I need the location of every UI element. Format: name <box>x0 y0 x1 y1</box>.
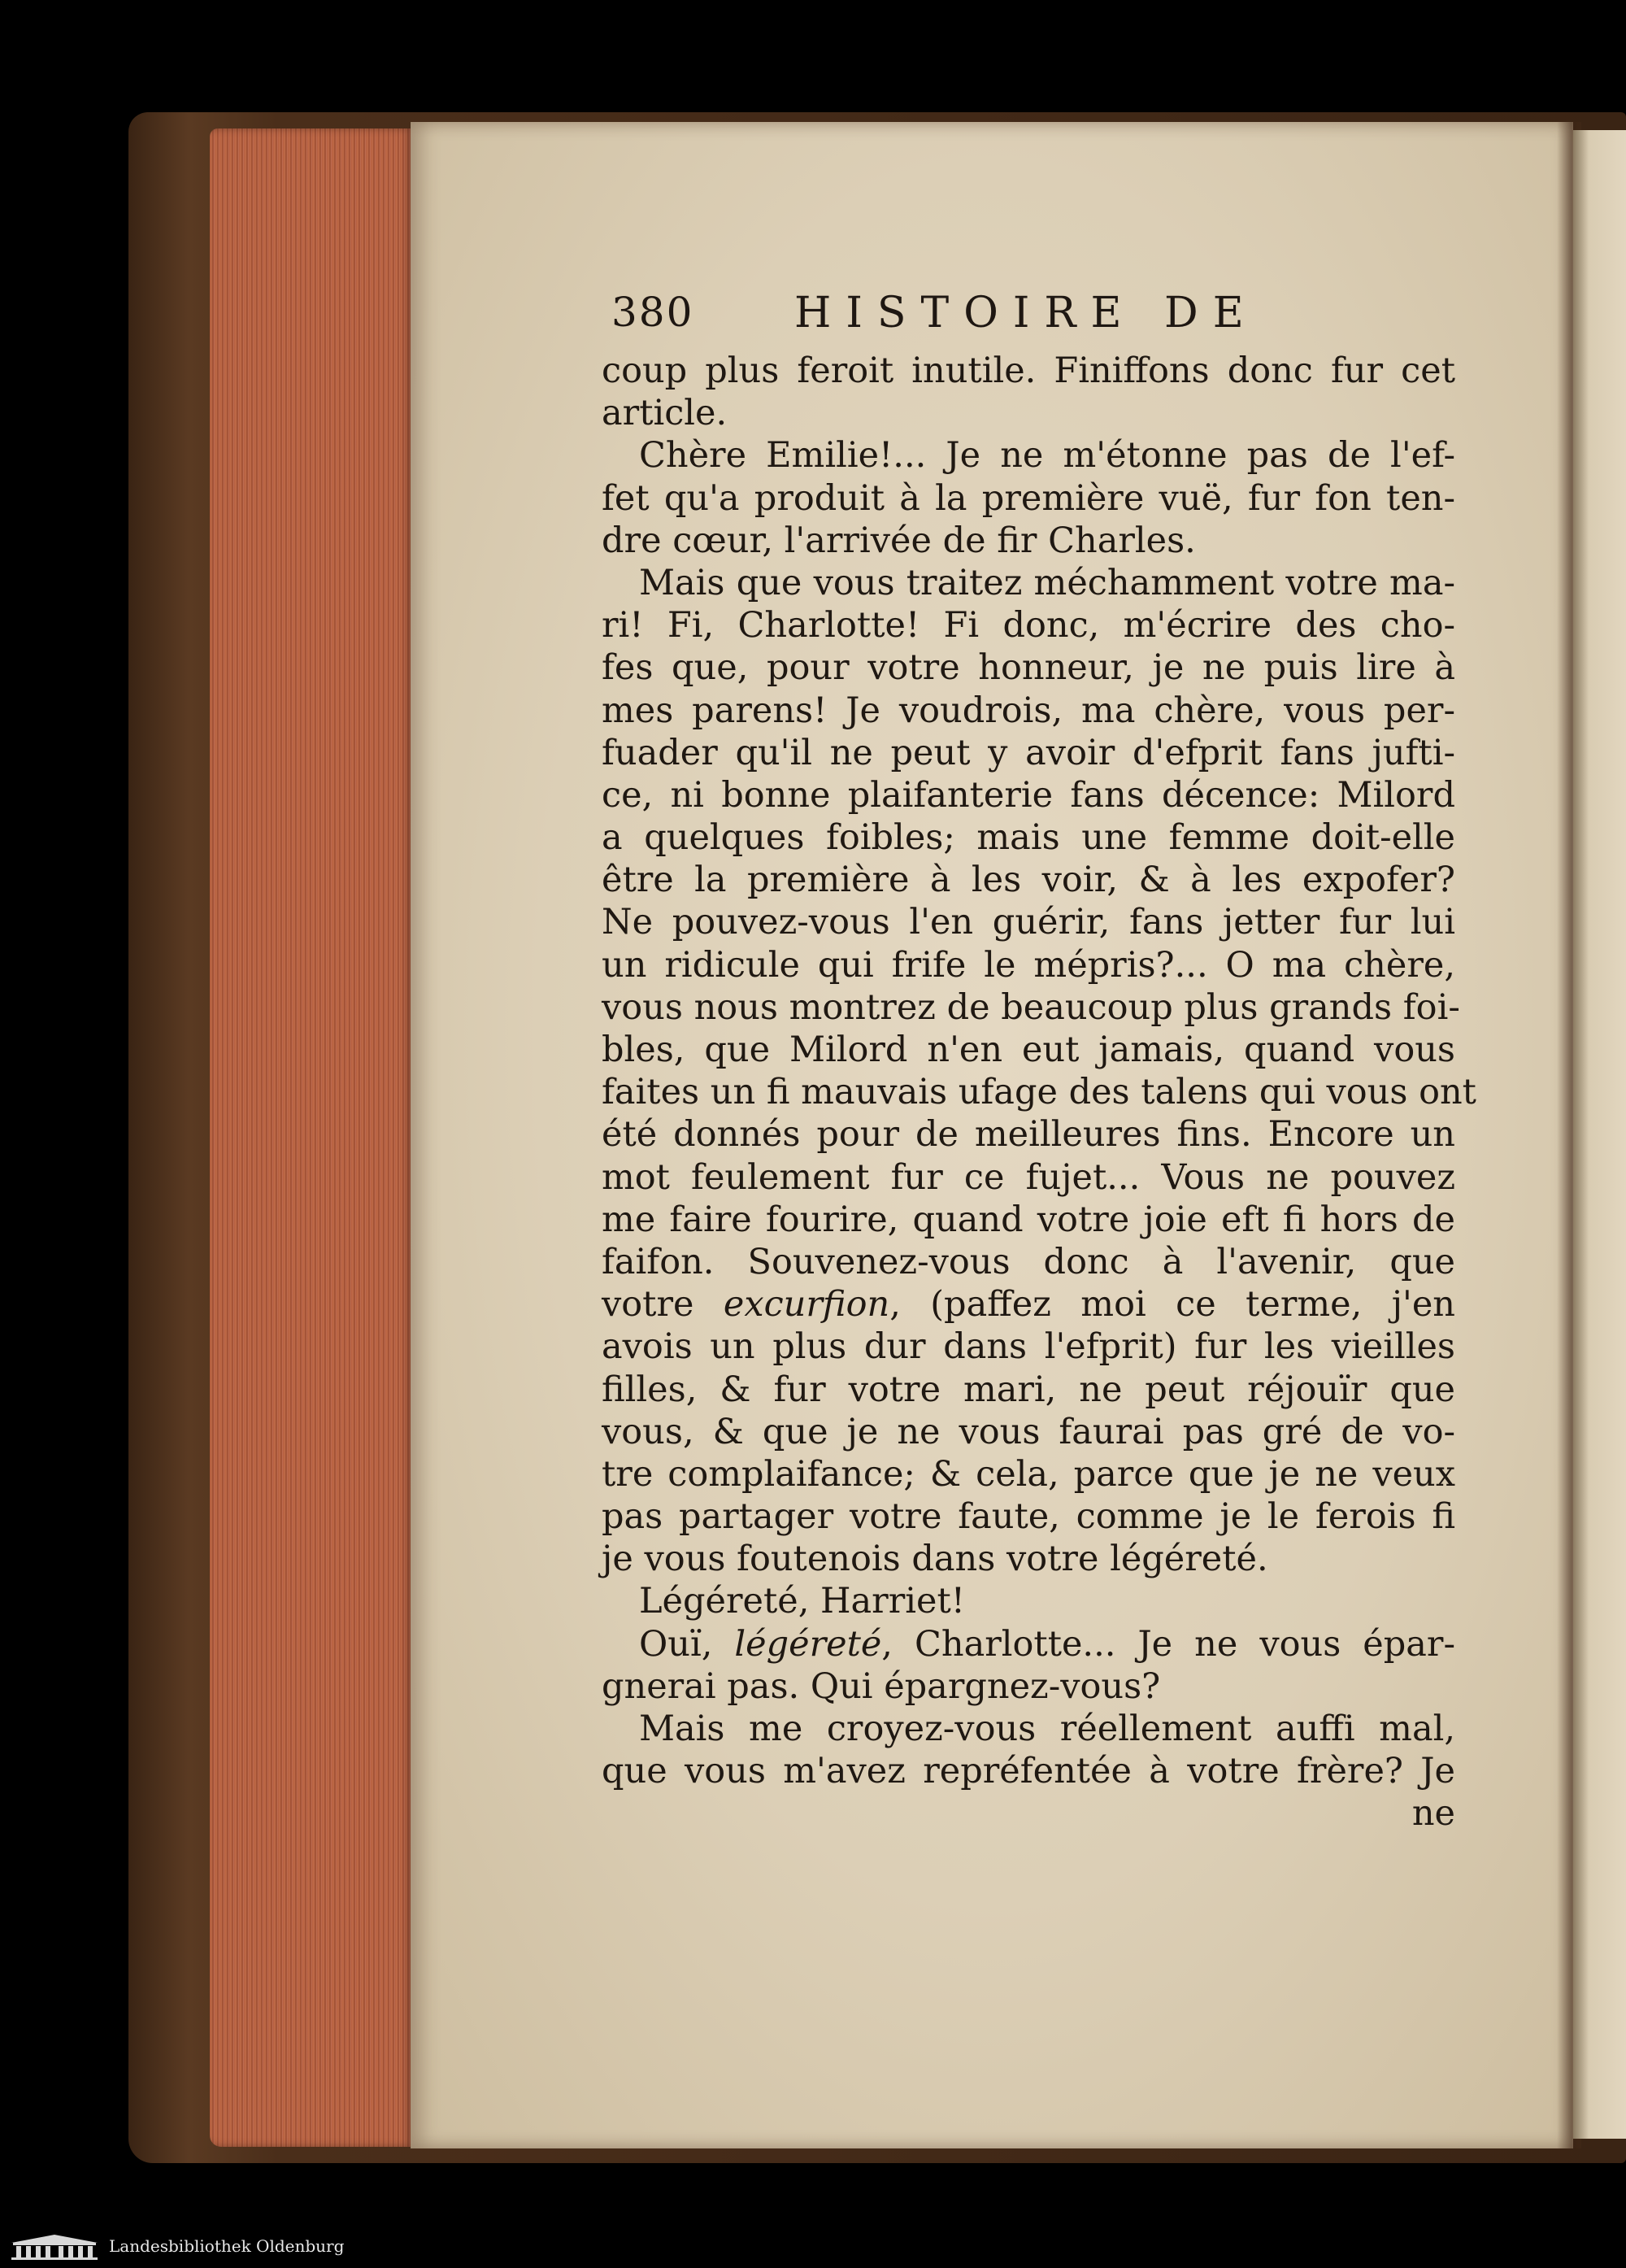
catchword: ne <box>1411 1793 1455 1835</box>
text-line <box>602 859 1455 901</box>
text-line-content: pas partager votre faute, comme je le ferois fi <box>602 1496 1455 1538</box>
text-line-content: mot feulement fur ce fujet... Vous ne pouvez <box>602 1156 1455 1198</box>
text-line-content: que vous m'avez repréfentée à votre frère? Je <box>602 1751 1455 1792</box>
text-line <box>602 1708 1455 1750</box>
footer-bar <box>0 2227 1626 2268</box>
italic-word: légéreté <box>734 1623 882 1665</box>
page-header <box>611 289 1465 354</box>
text-line <box>602 604 1455 646</box>
text-line <box>602 1453 1455 1495</box>
text-line-content: tre complaifance; & cela, parce que je ne veux <box>602 1453 1455 1495</box>
text-line <box>602 732 1455 774</box>
text-line-content: faites un fi mauvais ufage des talens qui vous ont <box>602 1072 1476 1113</box>
text-line <box>602 646 1455 689</box>
library-building-icon <box>10 2233 99 2261</box>
text-line-content: filles, & fur votre mari, ne peut réjouïr que <box>602 1369 1455 1410</box>
text-line <box>602 562 1455 604</box>
text-line-continuation: , Charlotte... Je ne vous épar- <box>881 1623 1455 1665</box>
text-line-content: article. <box>602 393 728 434</box>
text-line-content: un ridicule qui frife le mépris?... O ma chère, <box>602 944 1455 986</box>
page-edges <box>210 128 413 2147</box>
text-line <box>602 1071 1476 1113</box>
text-line-content: fet qu'a produit à la première vuë, fur fon ten- <box>602 477 1455 519</box>
text-line <box>602 1241 1455 1283</box>
text-line-content: bles, que Milord n'en eut jamais, quand vous <box>602 1030 1455 1070</box>
text-line <box>602 1283 1455 1326</box>
text-line <box>602 1369 1455 1411</box>
text-line <box>602 1411 1455 1453</box>
text-line-content: Ouï, <box>639 1623 735 1665</box>
text-line <box>602 901 1455 943</box>
text-line <box>602 350 1455 392</box>
text-line <box>602 392 1455 434</box>
text-line-content: faifon. Souvenez-vous donc à l'avenir, que <box>602 1241 1455 1282</box>
text-line <box>602 1326 1455 1368</box>
text-line-content: votre <box>602 1284 724 1326</box>
text-line <box>602 1623 1455 1665</box>
text-line-content: être la première à les voir, & à les expofer? <box>602 860 1455 901</box>
text-line <box>602 1580 1455 1622</box>
text-line-content: a quelques foibles; mais une femme doit-elle <box>602 817 1455 859</box>
text-line-content: Mais me croyez-vous réellement auffi mal, <box>639 1709 1455 1749</box>
text-line-content: gnerai pas. Qui épargnez-vous? <box>602 1665 1161 1707</box>
body-text <box>602 350 1476 1835</box>
text-line-content: mes parens! Je voudrois, ma chère, vous per- <box>602 690 1455 731</box>
text-line-content: fes que, pour votre honneur, je ne puis lire à <box>602 647 1455 689</box>
text-line-content: me faire fourire, quand votre joie eft fi hors de <box>602 1199 1455 1240</box>
text-line <box>602 816 1455 859</box>
text-line <box>602 1538 1455 1580</box>
text-line-content: été donnés pour de meilleures fins. Encore un <box>602 1114 1455 1156</box>
page-number: 380 <box>611 289 694 336</box>
text-line <box>602 1029 1455 1071</box>
text-line <box>602 690 1455 732</box>
text-line-content: ri! Fi, Charlotte! Fi donc, m'écrire des cho- <box>602 605 1455 646</box>
text-line-continuation: , (paffez moi ce terme, j'en <box>889 1284 1455 1326</box>
text-line <box>602 1750 1455 1792</box>
text-line-content: avois un plus dur dans l'efprit) fur les vieilles <box>602 1326 1455 1368</box>
text-line <box>602 1113 1455 1156</box>
text-line <box>602 1199 1455 1241</box>
text-line-content: vous, & que je ne vous faurai pas gré de vo- <box>602 1411 1455 1452</box>
text-line <box>602 774 1455 816</box>
text-line-content: je vous foutenois dans votre légéreté. <box>602 1539 1268 1580</box>
text-line-content: Ne pouvez-vous l'en guérir, fans jetter fur lui <box>602 902 1455 943</box>
text-line <box>602 477 1455 520</box>
text-line-content: dre cœur, l'arrivée de fir Charles. <box>602 520 1196 561</box>
text-line-content: coup plus feroit inutile. Finiffons donc fur cet <box>602 350 1455 391</box>
text-line <box>602 944 1455 986</box>
text-line-content: Mais que vous traitez méchamment votre ma- <box>639 562 1455 603</box>
text-line-content: fuader qu'il ne peut y avoir d'efprit fans jufti- <box>602 732 1455 773</box>
text-line <box>602 1156 1455 1199</box>
text-line <box>602 1665 1455 1708</box>
italic-word: excurfion <box>723 1284 890 1326</box>
text-line <box>602 1495 1455 1538</box>
facing-page <box>1573 130 1626 2139</box>
text-line-content: Légéreté, Harriet! <box>639 1581 966 1622</box>
running-title: HISTOIRE DE <box>794 289 1259 337</box>
text-line <box>602 986 1460 1029</box>
text-line <box>602 520 1455 562</box>
text-line <box>602 434 1455 477</box>
text-line-content: ce, ni bonne plaifanterie fans décence: Milord <box>602 774 1455 816</box>
text-line-content: Chère Emilie!... Je ne m'étonne pas de l'ef- <box>639 435 1455 477</box>
text-line-content: vous nous montrez de beaucoup plus grands foi- <box>602 986 1460 1028</box>
library-name: Landesbibliothek Oldenburg <box>109 2236 345 2256</box>
